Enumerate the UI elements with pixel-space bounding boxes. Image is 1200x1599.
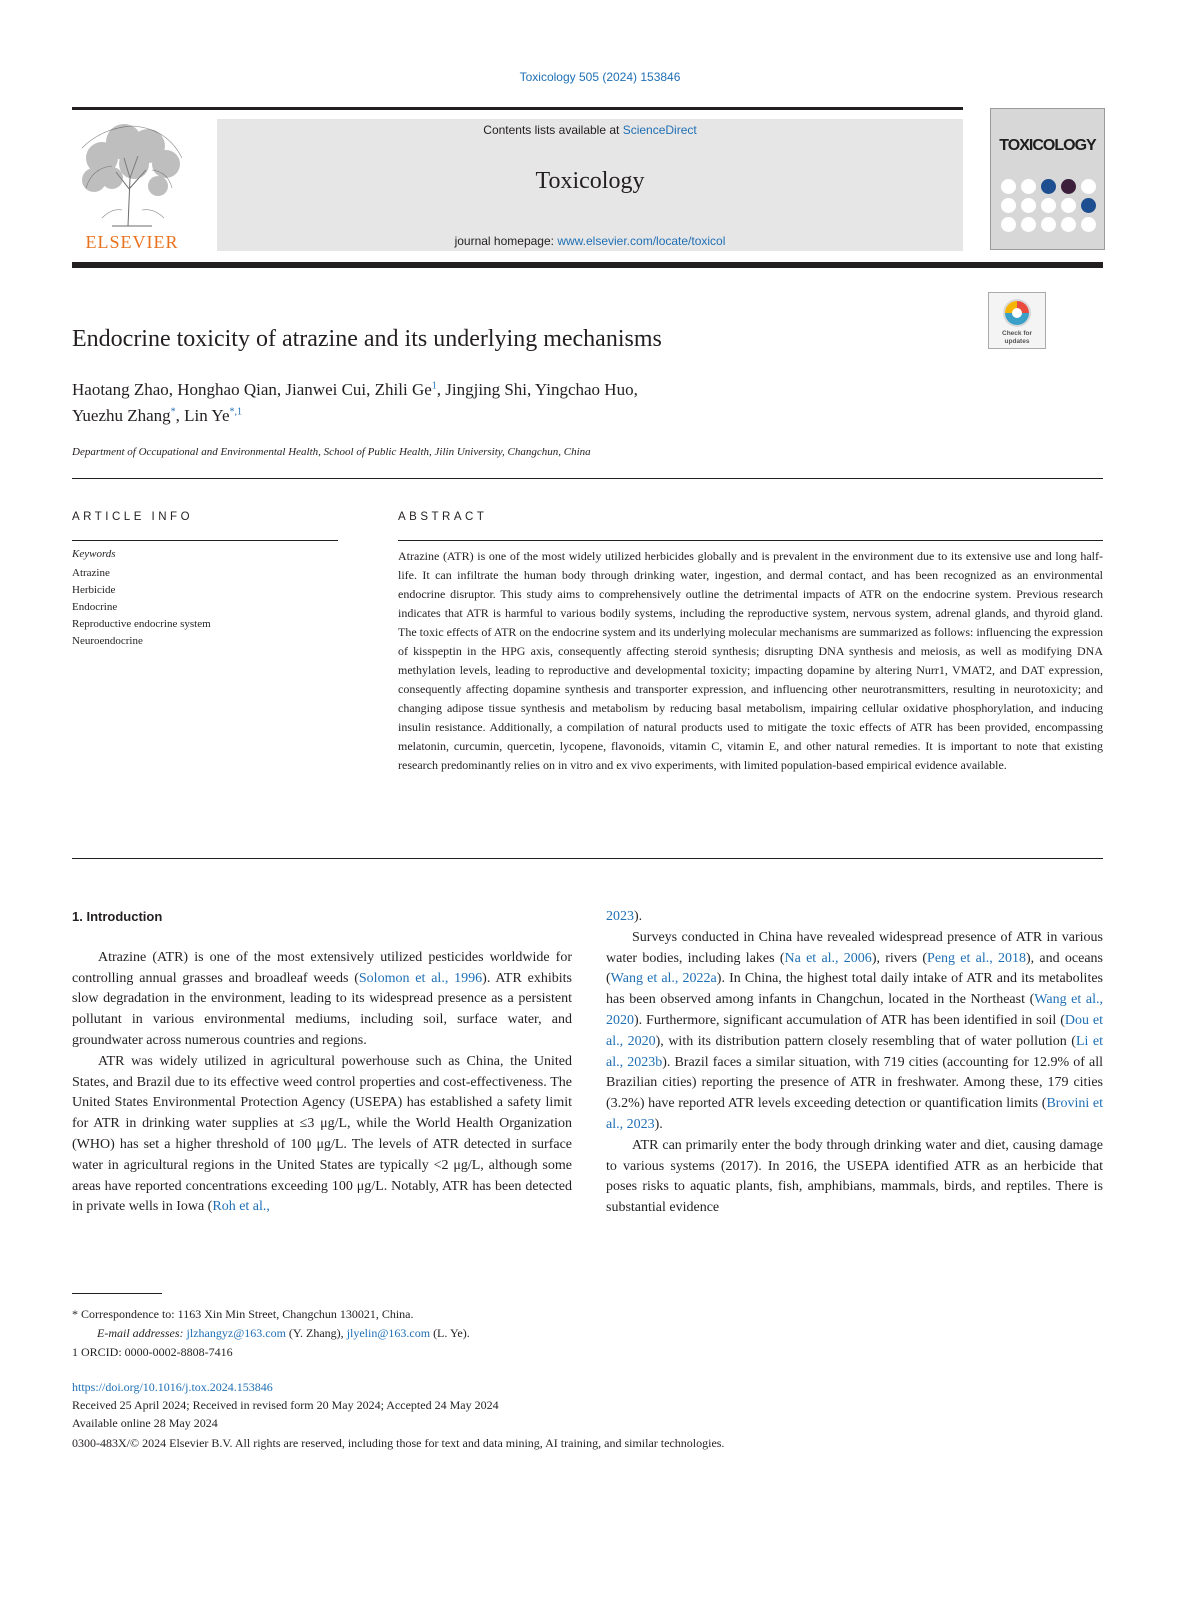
paragraph-text: ). ATR exhibits slow degradation in the environment, leading to its widespread presence as a persistent pollutant in various environmental mediums, including soil, surface water, and groundwater across numerous countries and regions. [72,970,572,1048]
journal-cover[interactable] [990,108,1105,250]
cover-dot [1021,217,1036,232]
homepage-link[interactable]: www.elsevier.com/locate/toxicol [557,234,726,248]
keyword-item: Reproductive endocrine system [72,618,211,630]
keywords-title: Keywords [72,548,116,560]
left-paragraphs [72,948,572,1218]
journal-title: Toxicology [535,168,645,194]
cover-dot [1041,198,1056,213]
body-paragraph [72,948,572,1052]
available-online: Available online 28 May 2024 [72,1416,218,1430]
article-title: Endocrine toxicity of atrazine and its underlying mechanisms [72,326,662,352]
section-rule [72,858,1103,859]
author-name[interactable]: Jianwei Cui [285,380,367,399]
citation-link[interactable]: Wang et al., 2020 [606,992,1104,1028]
right-paragraphs [606,907,1103,1219]
body-column-left [72,907,572,1218]
paragraph-text: ). Furthermore, significant accumulation of ATR has been identified in soil ( [634,1012,1065,1028]
author-separator: , [527,380,535,399]
cover-title: TOXICOLOGY [999,137,1096,154]
email-owner-zhang: (Y. Zhang), [285,1326,347,1340]
cover-dot [1081,217,1096,232]
body-paragraph [606,907,1103,928]
citation-link[interactable]: Roh et al., [212,1199,270,1215]
check-for-updates-badge[interactable] [988,292,1046,349]
copyright-line: 0300-483X/© 2024 Elsevier B.V. All rights are reserved, including those for text and data mining, AI training, and similar technologies. [72,1436,725,1450]
introduction-heading: 1. Introduction [72,909,163,924]
author-separator: , [436,380,446,399]
elsevier-tree-icon [72,118,192,230]
paragraph-text: ), and oceans ( [606,950,1103,987]
elsevier-logo[interactable] [72,118,200,253]
section-rule [72,478,1103,479]
crossmark-label: Check for updates [1002,330,1032,345]
author-separator: , [276,380,286,399]
paragraph-text: ). [634,909,643,924]
body-column-right [606,907,1103,1219]
cover-dot [1081,179,1096,194]
citation-link[interactable]: 2023 [606,909,634,924]
header-thick-rule [72,262,1103,268]
cover-dot [1081,198,1096,213]
author-separator: , [175,406,185,425]
cover-dot [1021,198,1036,213]
affiliation: Department of Occupational and Environmental Health, School of Public Health, Jilin University, Changchun, China [72,446,591,458]
contents-prefix: Contents lists available at [483,123,623,137]
elsevier-wordmark: ELSEVIER [85,232,179,252]
orcid-footnote: 1 ORCID: 0000-0002-8808-7416 [72,1345,233,1359]
cover-dot [1061,198,1076,213]
email-link-zhang[interactable]: jlzhangyz@163.com [186,1326,286,1340]
keyword-item: Neuroendocrine [72,635,143,647]
email-owner-ye: (L. Ye). [430,1326,470,1340]
author-list-line-2 [72,406,242,426]
paragraph-text: ATR can primarily enter the body through drinking water and diet, causing damage to various systems (2017). In 2016, the USEPA identified ATR as an herbicide that poses risks to aquatic plants, fish, amphibians, mammals, birds, and reptiles. There is substantial evidence [606,1137,1103,1216]
abstract-heading: ABSTRACT [398,511,488,523]
paragraph-text: ). [654,1116,663,1132]
author-separator: , [168,380,178,399]
author-name[interactable]: Lin Ye [184,406,230,425]
body-paragraph [606,1136,1103,1219]
cover-dot [1061,217,1076,232]
keyword-item: Atrazine [72,567,110,579]
cover-dot [1041,179,1056,194]
email-footnote [97,1326,470,1341]
homepage-prefix: journal homepage: [454,234,558,248]
citation-link[interactable]: Peng et al., 2018 [927,950,1027,966]
received-dates: Received 25 April 2024; Received in revised form 20 May 2024; Accepted 24 May 2024 [72,1398,499,1412]
paragraph-text: ), with its distribution pattern closely resembling that of water pollution ( [655,1033,1076,1049]
citation-link[interactable]: Brovini et al., 2023 [606,1096,1103,1132]
footnote-rule [72,1293,162,1294]
author-name[interactable]: Haotang Zhao [72,380,169,399]
email-label: E-mail addresses: [97,1326,184,1340]
citation-link[interactable]: Dou et al., 2020 [606,1012,1104,1049]
citation-link[interactable]: Solomon et al., 1996 [358,970,483,986]
author-affiliation-marker[interactable]: *,1 [229,406,243,418]
author-separator: , [633,380,638,399]
cover-dot [1041,217,1056,232]
cover-dot [1001,198,1016,213]
crossmark-icon [989,295,1045,331]
paragraph-text: ). In China, the highest total daily intake of ATR and its metabolites has been observed among infants in Changchun, located in the Northeast ( [606,971,1103,1008]
paragraph-text: ). Brazil faces a similar situation, with 719 cities (accounting for 12.9% of all Brazilian cities) reporting the presence of ATR in freshwater. Among these, 179 cities (3.2%) have reported ATR levels exceeding detection or quantification limits ( [606,1054,1103,1112]
author-affiliation-marker[interactable]: * [170,406,176,418]
citation-link[interactable]: Li et al., 2023b [606,1033,1104,1070]
keyword-item: Herbicide [72,584,116,596]
journal-reference[interactable]: Toxicology 505 (2024) 153846 [519,70,681,84]
paragraph-text: Atrazine (ATR) is one of the most extensively utilized pesticides worldwide for controlling annual grasses and broadleaf weeds ( [72,949,572,986]
keyword-item: Endocrine [72,601,118,613]
homepage-line [217,234,963,248]
article-info-heading: ARTICLE INFO [72,511,194,523]
keywords-list [72,565,211,650]
abstract-text: Atrazine (ATR) is one of the most widely utilized herbicides globally and is prevalent in the environment due to its extensive use and long half-life. It can infiltrate the human body through drinking water, ingestion, and dermal contact, and has been recognized as an environmental endocrine disruptor. This study aims to comprehensively outline the detrimental impacts of ATR on the endocrine system. Previous research indicates that ATR is harmful to various bodily systems, including the reproductive system, nervous system, adrenal glands, and thyroid gland. The toxic effects of ATR on the endocrine system and its underlying molecular mechanisms are summarized as follows: influencing the expression of kisspeptin in the HPG axis, consequently affecting steroid synthesis; disrupting DNA synthesis and meiosis, as well as modifying DNA methylation levels, leading to reproductive and developmental toxicity; impacting dopamine by altering Nurr1, VMAT2, and DAT expression, consequently affecting dopamine synthesis and transporter expression, and influencing other neurotransmitters, resulting in neurotoxicity; and changing adipose tissue synthesis and metabolism by reducing basal metabolism, impairing cellular oxidative phosphorylation, and inducing insulin resistance. Additionally, a compilation of natural products used to mitigate the toxic effects of ATR has been provided, encompassing melatonin, curcumin, quercetin, lycopene, flavonoids, vitamin C, vitamin E, and other natural remedies. It is important to note that existing research predominantly relies on in vitro and ex vivo experiments, with limited population-based empirical evidence available. [398,549,1103,772]
sciencedirect-link[interactable]: ScienceDirect [622,123,697,137]
author-name[interactable]: Jingjing Shi [445,380,528,399]
author-affiliation-marker[interactable]: 1 [431,380,437,392]
citation-link[interactable]: Na et al., 2006 [784,950,872,966]
cover-dot [1001,179,1016,194]
cover-dot [1061,179,1076,194]
email-link-ye[interactable]: jlyelin@163.com [346,1326,431,1340]
body-paragraph [72,1052,572,1218]
author-list-line-1 [72,380,638,400]
author-name[interactable]: Honghao Qian [177,380,277,399]
cover-dot [1001,217,1016,232]
author-name[interactable]: Yingchao Huo [534,380,634,399]
header-rule [72,107,963,110]
article-info-rule [72,540,338,541]
author-name[interactable]: Zhili Ge [374,380,432,399]
doi-link[interactable]: https://doi.org/10.1016/j.tox.2024.153846 [72,1380,273,1394]
paragraph-text: Surveys conducted in China have revealed widespread presence of ATR in various water bodies, including lakes ( [606,929,1103,966]
paragraph-text: ), rivers ( [871,950,928,966]
citation-link[interactable]: Wang et al., 2022a [610,971,717,987]
correspondence-footnote: * Correspondence to: 1163 Xin Min Street, Changchun 130021, China. [72,1307,414,1321]
body-paragraph [606,928,1103,1136]
author-name[interactable]: Yuezhu Zhang [72,406,171,425]
cover-dot [1021,179,1036,194]
contents-line [217,123,963,137]
abstract-rule [398,540,1103,541]
author-separator: , [366,380,375,399]
paragraph-text: ATR was widely utilized in agricultural powerhouse such as China, the United States, and Brazil due to its effective weed control properties and cost-effectiveness. The United States Environmental Protection Agency (USEPA) has established a safety limit for ATR in drinking water supplies at ≤3 μg/L, while the World Health Organization (WHO) has set a higher threshold of 100 μg/L. The levels of ATR detected in surface water in agricultural regions in the United States are typically <2 μg/L, although some areas have reported concentrations exceeding 100 μg/L. Notably, ATR has been detected in private wells in Iowa ( [72,1053,572,1215]
